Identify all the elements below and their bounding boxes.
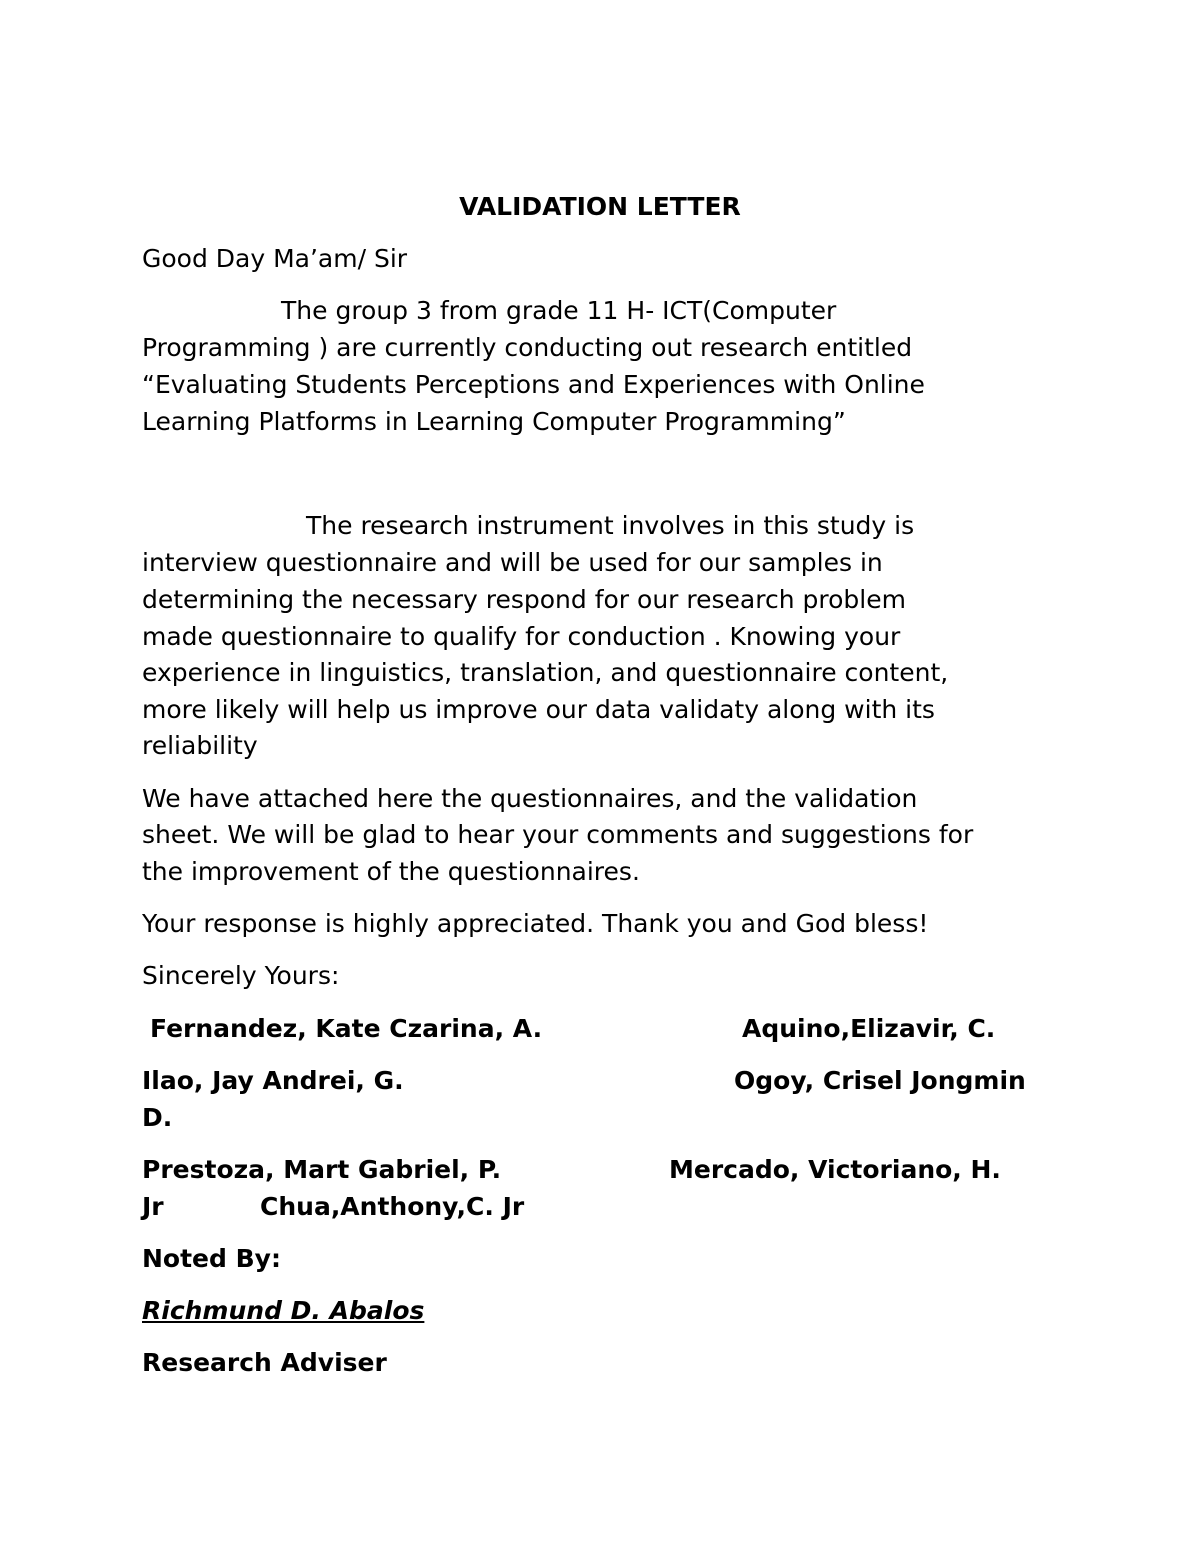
- paragraph2-line: experience in linguistics, translation, and questionnaire content,: [142, 658, 949, 687]
- paragraph1-line: Programming ) are currently conducting out research entitled: [142, 333, 913, 362]
- paragraph3-line: the improvement of the questionnaires.: [142, 857, 640, 886]
- paragraph3-line: sheet. We will be glad to hear your comments and suggestions for: [142, 820, 974, 849]
- signatory-name: Mercado, Victoriano, H.: [669, 1155, 1001, 1184]
- paragraph1-line: The group 3 from grade 11 H- ICT(Computer: [281, 296, 837, 325]
- paragraph2-line: interview questionnaire and will be used for our samples in: [142, 548, 883, 577]
- signatory-name: Prestoza, Mart Gabriel, P.: [142, 1155, 502, 1184]
- signatory-name-wrap: D.: [142, 1103, 173, 1132]
- signatory-name: Fernandez, Kate Czarina, A.: [150, 1014, 543, 1043]
- letter-title: VALIDATION LETTER: [459, 192, 741, 221]
- closing: Sincerely Yours:: [142, 961, 340, 990]
- noted-by-label: Noted By:: [142, 1244, 281, 1273]
- paragraph2-line: made questionnaire to qualify for conduction . Knowing your: [142, 622, 901, 651]
- paragraph2-line: more likely will help us improve our data validaty along with its: [142, 695, 935, 724]
- paragraph2-line: determining the necessary respond for our research problem: [142, 585, 906, 614]
- adviser-name: Richmund D. Abalos: [142, 1296, 425, 1325]
- signatory-name: Ogoy, Crisel Jongmin: [734, 1066, 1026, 1095]
- signatory-name-wrap: Jr: [142, 1192, 164, 1221]
- adviser-title: Research Adviser: [142, 1348, 387, 1377]
- paragraph1-line: “Evaluating Students Perceptions and Experiences with Online: [142, 370, 925, 399]
- greeting: Good Day Ma’am/ Sir: [142, 244, 408, 273]
- signatory-name: Ilao, Jay Andrei, G.: [142, 1066, 404, 1095]
- signatory-name: Aquino,Elizavir, C.: [742, 1014, 996, 1043]
- signatory-name: Chua,Anthony,C. Jr: [260, 1192, 525, 1221]
- paragraph4: Your response is highly appreciated. Thank you and God bless!: [142, 909, 929, 938]
- paragraph2-line: The research instrument involves in this study is: [306, 511, 915, 540]
- paragraph1-line: Learning Platforms in Learning Computer Programming”: [142, 407, 846, 436]
- paragraph2-line: reliability: [142, 731, 258, 760]
- paragraph3-line: We have attached here the questionnaires, and the validation: [142, 784, 918, 813]
